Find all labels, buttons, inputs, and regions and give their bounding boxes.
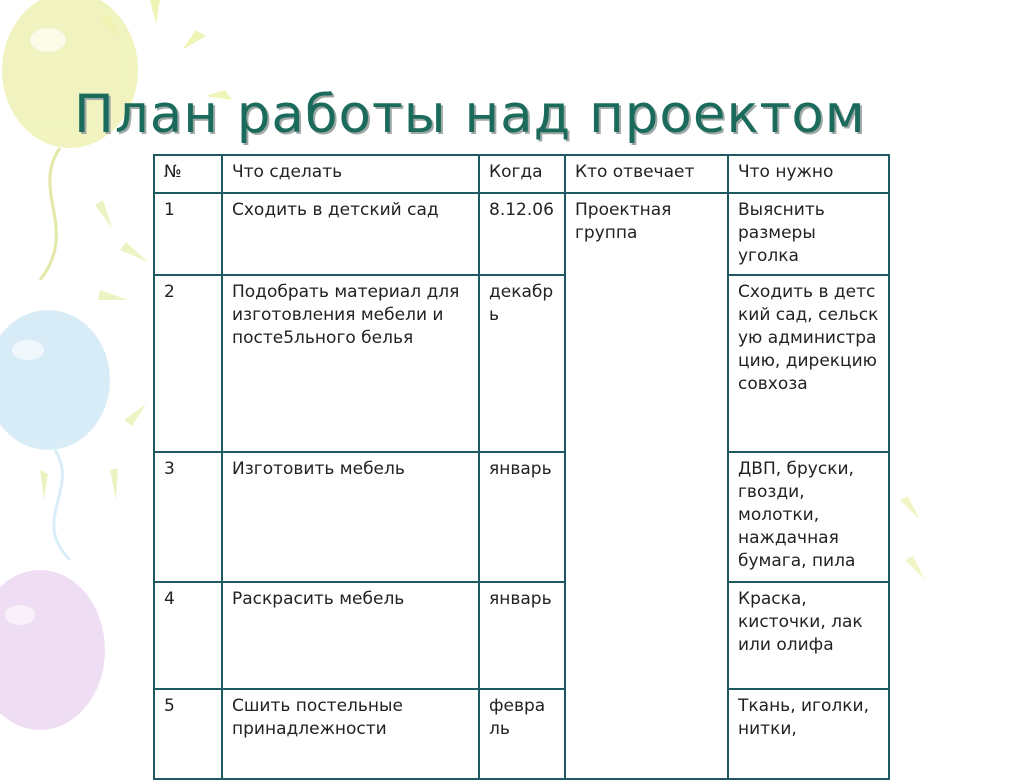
blue-balloon-icon bbox=[0, 310, 110, 450]
cell-who: Проектная группа bbox=[565, 193, 728, 779]
header-cell-task: Что сделать bbox=[222, 155, 479, 193]
cell-when: декабрь bbox=[479, 275, 565, 452]
header-cell-when: Когда bbox=[479, 155, 565, 193]
page-title: План работы над проектом bbox=[74, 84, 866, 145]
cell-needs: Сходить в детский сад, сельскую администрацию, дирекцию совхоза bbox=[728, 275, 889, 452]
cell-when: февраль bbox=[479, 689, 565, 779]
header-cell-needs: Что нужно bbox=[728, 155, 889, 193]
header-cell-who: Кто отвечает bbox=[565, 155, 728, 193]
cell-task: Изготовить мебель bbox=[222, 452, 479, 582]
table-row bbox=[154, 452, 889, 582]
header-cell-number: № bbox=[154, 155, 222, 193]
cell-number: 4 bbox=[154, 582, 222, 689]
cell-when: январь bbox=[479, 582, 565, 689]
cell-number: 5 bbox=[154, 689, 222, 779]
cell-needs: ДВП, бруски, гвозди, молотки, наждачная бумага, пила bbox=[728, 452, 889, 582]
cell-when: 8.12.06 bbox=[479, 193, 565, 275]
cell-needs: Выяснить размеры уголка bbox=[728, 193, 889, 275]
cell-task: Подобрать материал для изготовления мебели и посте5льного белья bbox=[222, 275, 479, 452]
cell-number: 2 bbox=[154, 275, 222, 452]
cell-number: 3 bbox=[154, 452, 222, 582]
table-header-row bbox=[154, 155, 889, 193]
cell-task: Раскрасить мебель bbox=[222, 582, 479, 689]
cell-task: Сшить постельные принадлежности bbox=[222, 689, 479, 779]
project-plan-table bbox=[153, 154, 890, 780]
table-row bbox=[154, 582, 889, 689]
cell-needs: Краска, кисточки, лак или олифа bbox=[728, 582, 889, 689]
sun-rays-decoration bbox=[900, 496, 925, 580]
table-row bbox=[154, 275, 889, 452]
cell-when: январь bbox=[479, 452, 565, 582]
table-row bbox=[154, 689, 889, 779]
purple-balloon-icon bbox=[0, 570, 105, 730]
balloon-string bbox=[40, 148, 60, 280]
cell-task: Сходить в детский сад bbox=[222, 193, 479, 275]
cell-number: 1 bbox=[154, 193, 222, 275]
balloon-string bbox=[54, 450, 70, 560]
cell-needs: Ткань, иголки, нитки, bbox=[728, 689, 889, 779]
table-row bbox=[154, 193, 889, 275]
